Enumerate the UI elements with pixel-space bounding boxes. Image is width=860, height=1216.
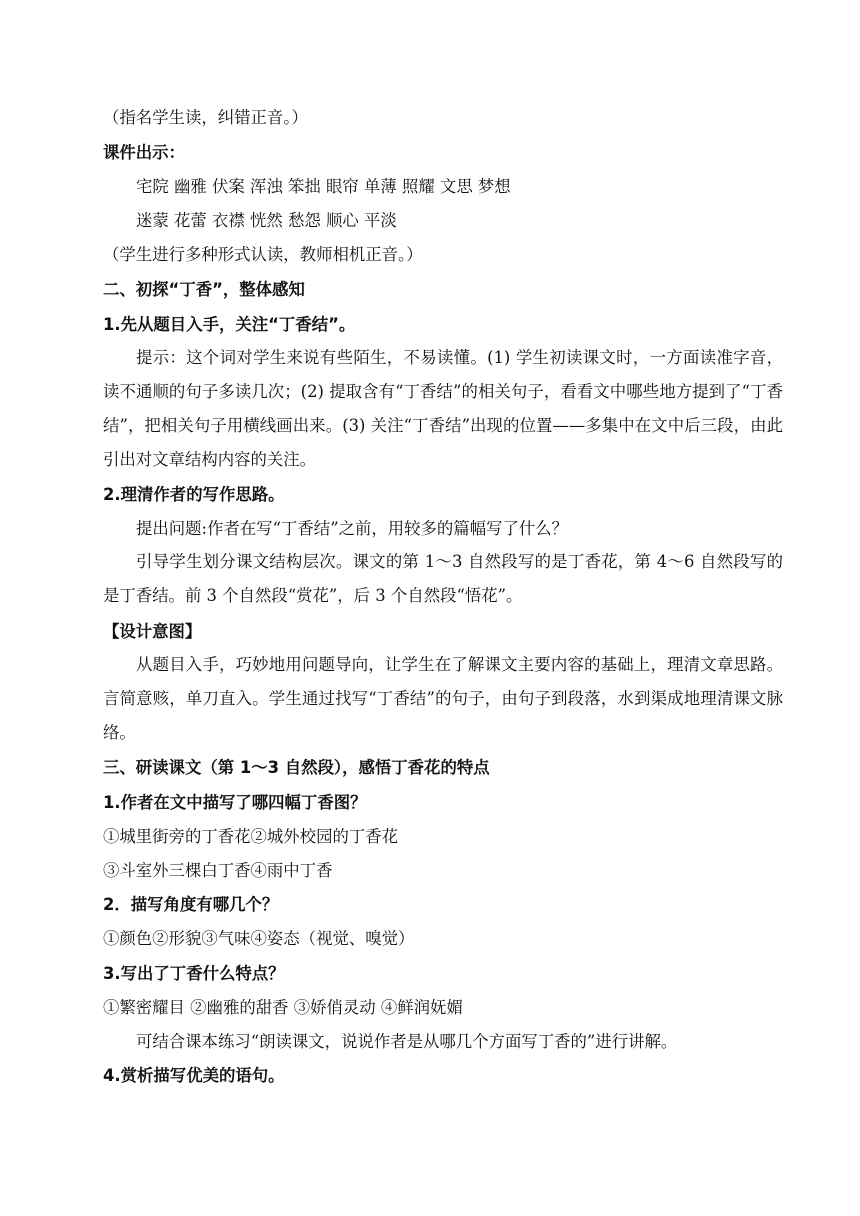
step-heading-1: 1.先从题目入手，关注“丁香结”。 <box>103 315 356 334</box>
section-heading-3: 三、研读课文（第 1～3 自然段），感悟丁香花的特点 <box>103 758 490 777</box>
question-paragraph: 提出问题:作者在写“丁香结”之前，用较多的篇幅写了什么？ <box>136 519 569 538</box>
answer-1b: ③斗室外三棵白丁香④雨中丁香 <box>103 861 333 880</box>
answer-1a: ①城里街旁的丁香花②城外校园的丁香花 <box>103 827 399 846</box>
design-intent-heading: 【设计意图】 <box>103 622 202 641</box>
vocabulary-row-1: 宅院 幽雅 伏案 浑浊 笨拙 眼帘 单薄 照耀 文思 梦想 <box>136 177 511 196</box>
answer-3: ①繁密耀目 ②幽雅的甜香 ③娇俏灵动 ④鲜润妩媚 <box>103 998 463 1017</box>
teacher-note-correct: （指名学生读，纠错正音。） <box>103 108 308 127</box>
courseware-heading: 课件出示： <box>103 143 185 162</box>
section-heading-2: 二、初探“丁香”，整体感知 <box>103 280 305 299</box>
hint-paragraph: 提示：这个词对学生来说有些陌生，不易读懂。(1) 学生初读课文时，一方面读准字音，读不通顺的句子多读几次；(2) 提取含有“丁香结”的相关句子，看看文中哪些地方提到了“丁香结”，把相关句子用横线画出来。(3) 关注“丁香结”出现的位置——多集中在文中后三段，由此引出对文章结构内容的关注。 <box>103 348 783 469</box>
structure-paragraph: 引导学生划分课文结构层次。课文的第 1～3 自然段写的是丁香花，第 4～6 自然段写的是丁香结。前 3 个自然段“赏花”，后 3 个自然段“悟花”。 <box>103 552 783 605</box>
question-heading-1: 1.作者在文中描写了哪四幅丁香图？ <box>103 793 367 812</box>
vocabulary-row-2: 迷蒙 花蕾 衣襟 恍然 愁怨 顺心 平淡 <box>136 211 397 230</box>
exercise-note: 可结合课本练习“朗读课文，说说作者是从哪几个方面写丁香的”进行讲解。 <box>136 1032 678 1051</box>
answer-2: ①颜色②形貌③气味④姿态（视觉、嗅觉） <box>103 929 415 948</box>
question-heading-3: 3.写出了丁香什么特点？ <box>103 964 285 983</box>
step-heading-2: 2.理清作者的写作思路。 <box>103 485 285 504</box>
question-heading-4: 4.赏析描写优美的语句。 <box>103 1066 285 1085</box>
question-heading-2: 2．描写角度有哪几个？ <box>103 895 279 914</box>
teacher-note-reading: （学生进行多种形式认读，教师相机正音。） <box>103 245 423 264</box>
design-intent-paragraph: 从题目入手，巧妙地用问题导向，让学生在了解课文主要内容的基础上，理清文章思路。言简意赅，单刀直入。学生通过找写“丁香结”的句子，由句子到段落，水到渠成地理清课文脉络。 <box>103 655 783 742</box>
